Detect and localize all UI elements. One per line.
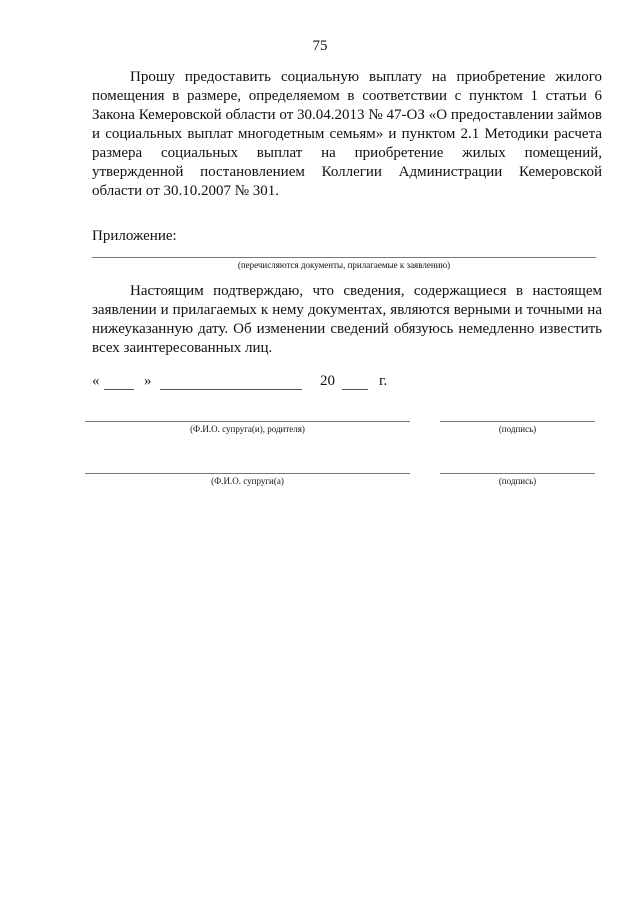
attachment-line[interactable] bbox=[92, 257, 596, 258]
year-blank[interactable] bbox=[342, 389, 368, 390]
name-line-1[interactable] bbox=[85, 421, 410, 422]
page-number: 75 bbox=[312, 38, 328, 54]
request-paragraph: Прошу предоставить социальную выплату на приобретение жилого помещения в размере, определяемом в соответствии с пунктом 1 статьи 6 Закона Кемеровской области от 30.04.2013 № 47-ОЗ «О предоставлении займов и социальных выплат многодетным семьям» и пунктом 2.1 Методики расчета размера социальных выплат на приобретение жилых помещений, утвержденной постановлением Коллегии Администрации Кемеровской области от 30.10.2007 № 301. bbox=[92, 69, 602, 199]
year-prefix: 20 bbox=[320, 373, 335, 389]
attachment-caption: (перечисляются документы, прилагаемые к заявлению) bbox=[237, 260, 451, 270]
day-blank[interactable] bbox=[104, 389, 134, 390]
date-line bbox=[92, 373, 422, 395]
signature-line-2[interactable] bbox=[440, 473, 595, 474]
signature-caption-1: (подпись) bbox=[498, 424, 537, 434]
name-line-2[interactable] bbox=[85, 473, 410, 474]
signature-caption-2: (подпись) bbox=[498, 476, 537, 486]
close-quote: » bbox=[144, 373, 152, 389]
open-quote: « bbox=[92, 373, 100, 389]
name-caption-2: (Ф.И.О. супруги(а) bbox=[211, 476, 284, 486]
signature-line-1[interactable] bbox=[440, 421, 595, 422]
month-blank[interactable] bbox=[160, 389, 302, 390]
confirmation-paragraph: Настоящим подтверждаю, что сведения, содержащиеся в настоящем заявлении и прилагаемых к нему документах, являются верными и точными на нижеуказанную дату. Об изменении сведений обязуюсь немедленно известить всех заинтересованных лиц. bbox=[92, 283, 602, 356]
name-caption-1: (Ф.И.О. супруга(и), родителя) bbox=[190, 424, 305, 434]
attachment-label: Приложение: bbox=[92, 228, 177, 244]
year-suffix: г. bbox=[379, 373, 388, 389]
